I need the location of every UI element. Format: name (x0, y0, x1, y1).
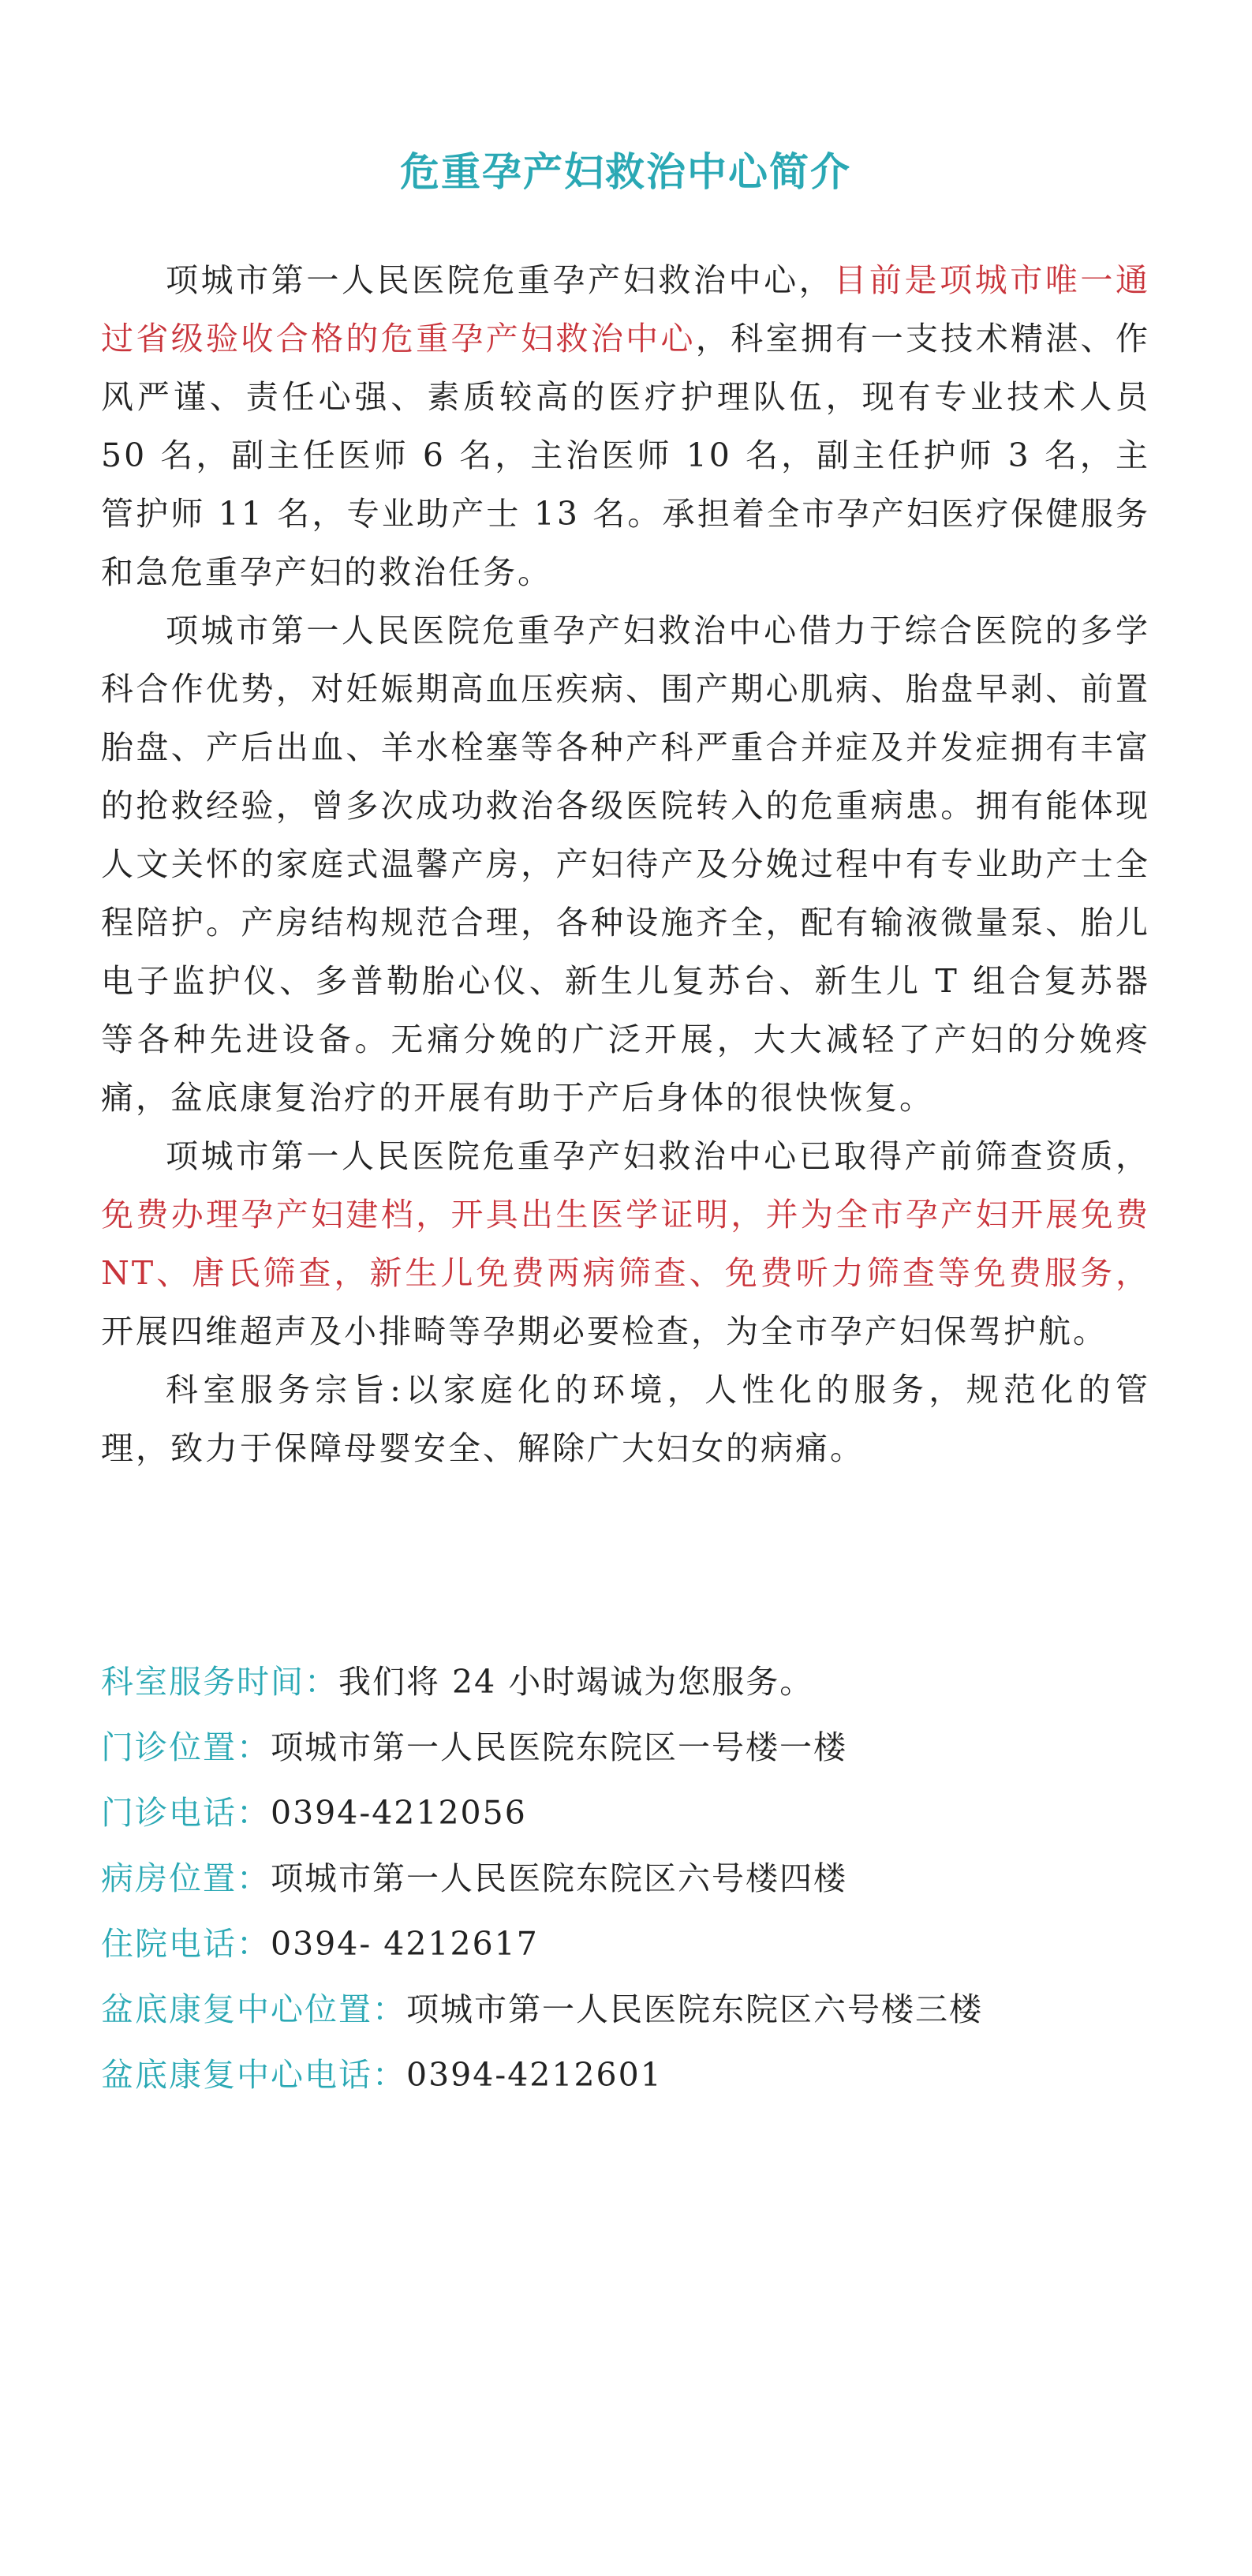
paragraph-1-run-1: 项城市第一人民医院危重孕产妇救治中心， (166, 261, 835, 299)
info-label: 住院电话： (101, 1925, 271, 1963)
info-label: 科室服务时间： (101, 1663, 338, 1701)
paragraph-1-highlight: 目前是项城市唯一通过省级验收合格的危重孕产妇救治中心 (101, 261, 1151, 358)
paragraph-3-highlight: 免费办理孕产妇建档，开具出生医学证明，并为全市孕产妇开展免费 NT、唐氏筛查，新生儿免费两病筛查、免费听力筛查等免费服务， (101, 1196, 1150, 1292)
info-label: 病房位置： (101, 1859, 271, 1897)
intro-body (101, 251, 1150, 1477)
info-row-pelvic-phone (101, 2042, 1150, 2108)
page-title: 危重孕产妇救治中心简介 (400, 148, 851, 195)
paragraph-1-run-3: ，科室拥有一支技术精湛、作风严谨、责任心强、素质较高的医疗护理队伍，现有专业技术人员 50 名，副主任医师 6 名，主治医师 10 名，副主任护师 3 名，主管护师 11 名，专业助产士 13 名。承担着全市孕产妇医疗保健服务和急危重孕产妇的救治任务。 (101, 320, 1151, 591)
info-row-ward-phone (101, 1911, 1150, 1977)
info-value: 我们将 24 小时竭诚为您服务。 (338, 1663, 814, 1701)
info-label: 盆底康复中心电话： (101, 2056, 406, 2094)
info-row-clinic-phone (101, 1780, 1150, 1846)
info-value: 0394-4212601 (406, 2056, 663, 2094)
info-label: 盆底康复中心位置： (101, 1990, 406, 2028)
info-value: 项城市第一人民医院东院区一号楼一楼 (271, 1728, 847, 1766)
info-row-service-time (101, 1649, 1150, 1715)
info-value: 0394-4212056 (271, 1794, 527, 1832)
info-row-pelvic-location (101, 1977, 1150, 2042)
paragraph-4-run-1: 科室服务宗旨:以家庭化的环境，人性化的服务，规范化的管理，致力于保障母婴安全、解除广大妇女的病痛。 (101, 1371, 1150, 1467)
info-value: 项城市第一人民医院东院区六号楼三楼 (406, 1990, 983, 2028)
info-row-ward-location (101, 1846, 1150, 1911)
paragraph-2-run-1: 项城市第一人民医院危重孕产妇救治中心借力于综合医院的多学科合作优势，对妊娠期高血压疾病、围产期心肌病、胎盘早剥、前置胎盘、产后出血、羊水栓塞等各种产科严重合并症及并发症拥有丰富的抢救经验，曾多次成功救治各级医院转入的危重病患。拥有能体现人文关怀的家庭式温馨产房，产妇待产及分娩过程中有专业助产士全程陪护。产房结构规范合理，各种设施齐全，配有输液微量泵、胎儿电子监护仪、多普勒胎心仪、新生儿复苏台、新生儿 T 组合复苏器等各种先进设备。无痛分娩的广泛开展，大大减轻了产妇的分娩疼痛，盆底康复治疗的开展有助于产后身体的很快恢复。 (101, 612, 1150, 1117)
paragraph-4 (101, 1361, 1150, 1477)
contact-info (101, 1649, 1150, 2108)
paragraph-3-run-3: 开展四维超声及小排畸等孕期必要检查，为全市孕产妇保驾护航。 (101, 1312, 1108, 1350)
paragraph-1 (101, 251, 1150, 601)
info-row-clinic-location (101, 1715, 1150, 1780)
info-value: 项城市第一人民医院东院区六号楼四楼 (271, 1859, 847, 1897)
info-value: 0394- 4212617 (271, 1925, 539, 1963)
paragraph-3-run-1: 项城市第一人民医院危重孕产妇救治中心已取得产前筛查资质， (166, 1137, 1150, 1175)
info-label: 门诊位置： (101, 1728, 271, 1766)
paragraph-3 (101, 1127, 1150, 1361)
paragraph-2 (101, 601, 1150, 1127)
info-label: 门诊电话： (101, 1794, 271, 1832)
